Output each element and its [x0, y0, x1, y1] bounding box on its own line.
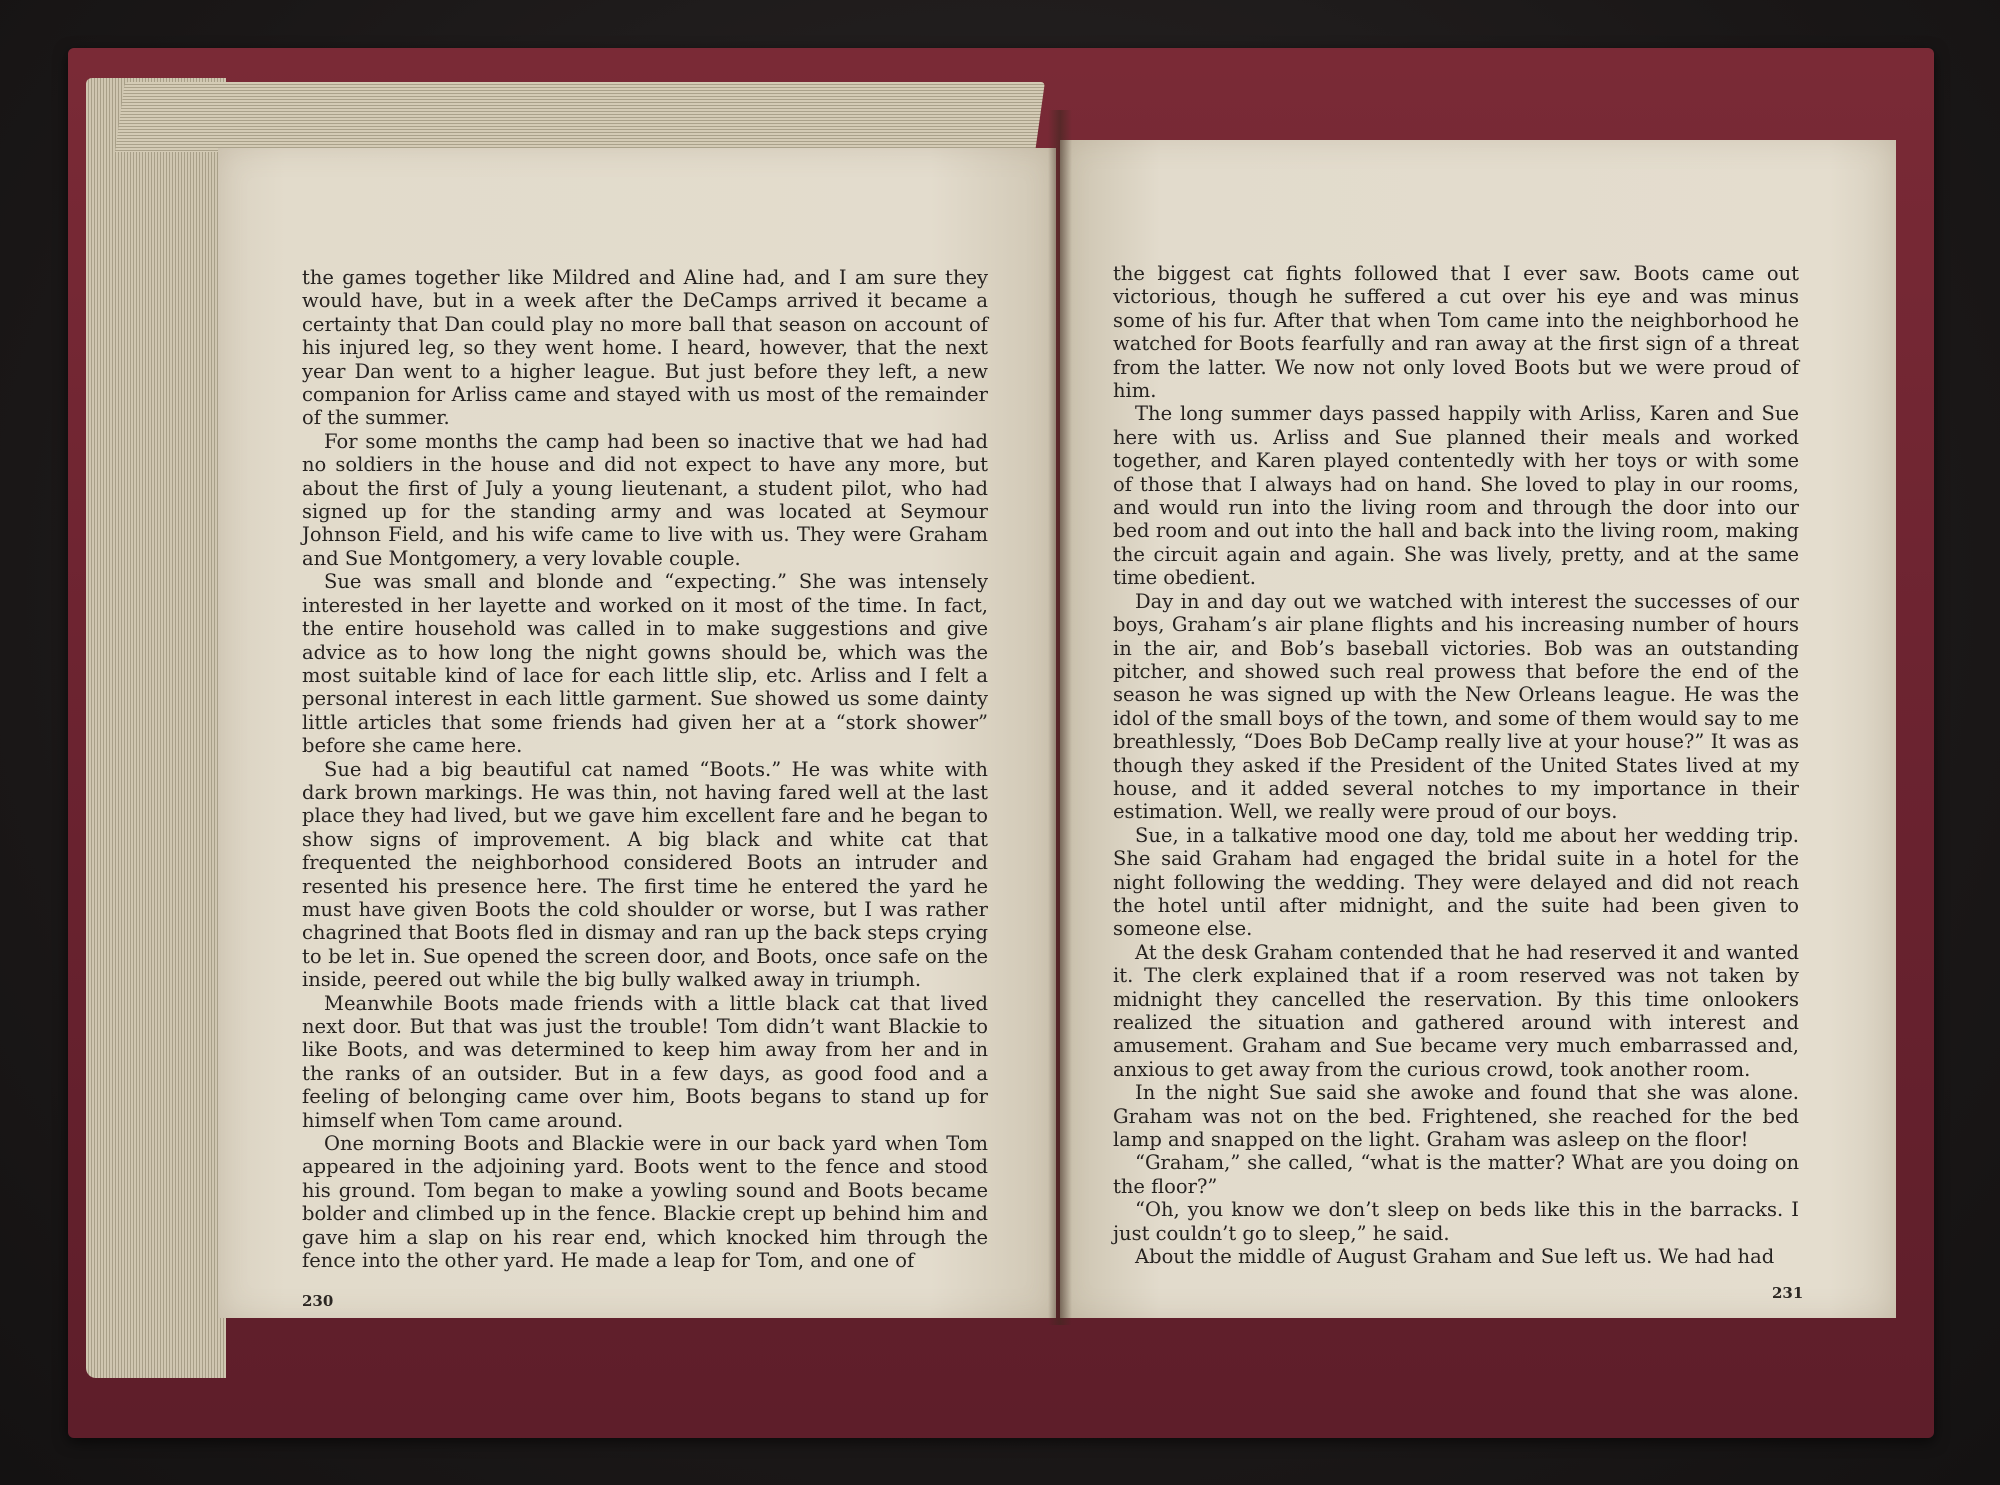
paragraph: Meanwhile Boots made friends with a little black cat that lived next door. But that was just the trouble! Tom didn’t want Blackie to like Boots, and was determined to keep him away from her and in the ranks of an outsider. But in a few days, as good food and a feeling of belonging came over him, Boots begans to stand up for himself when Tom came around. — [302, 991, 988, 1132]
page-number-left: 230 — [302, 1292, 334, 1310]
paragraph: “Oh, you know we don’t sleep on beds like this in the barracks. I just couldn’t go to sleep,” he said. — [1113, 1198, 1799, 1245]
paragraph: Sue, in a talkative mood one day, told me about her wedding trip. She said Graham had engaged the bridal suite in a hotel for the night following the wedding. They were delayed and did not reach the hotel until after midnight, and the suite had been given to someone else. — [1113, 823, 1799, 941]
right-page-text — [1113, 262, 1799, 1268]
paragraph: the games together like Mildred and Aline had, and I am sure they would have, but in a week after the DeCamps arrived it became a certainty that Dan could play no more ball that season on account of his injured leg, so they went home. I heard, however, that the next year Dan went to a higher league. But just before they left, a new companion for Arliss came and stayed with us most of the remainder of the summer. — [302, 266, 988, 430]
left-page-text — [302, 266, 988, 1272]
book-gutter — [1048, 110, 1072, 1325]
paragraph: Day in and day out we watched with interest the successes of our boys, Graham’s air plane flights and his increasing number of hours in the air, and Bob’s baseball victories. Bob was an outstanding pitcher, and showed such real prowess that before the end of the season he was signed up with the New Orleans league. He was the idol of the small boys of the town, and some of them would say to me breathlessly, “Does Bob DeCamp really live at your house?” It was as though they asked if the President of the United States lived at my house, and it added several notches to my importance in their estimation. Well, we really were proud of our boys. — [1113, 589, 1799, 824]
paragraph: At the desk Graham contended that he had reserved it and wanted it. The clerk explained that if a room reserved was not taken by midnight they cancelled the reservation. By this time onlookers realized the situation and gathered around with interest and amusement. Graham and Sue became very much embarrassed and, anxious to get away from the curious crowd, took another room. — [1113, 940, 1799, 1081]
paragraph: the biggest cat fights followed that I ever saw. Boots came out victorious, though he suffered a cut over his eye and was minus some of his fur. After that when Tom came into the neighborhood he watched for Boots fearfully and ran away at the first sign of a threat from the latter. We now not only loved Boots but we were proud of him. — [1113, 262, 1799, 403]
page-edges-side — [86, 78, 226, 1378]
paragraph: The long summer days passed happily with Arliss, Karen and Sue here with us. Arliss and Sue planned their meals and worked together, and Karen played contentedly with her toys or with some of those that I always had on hand. She loved to play in our rooms, and would run into the living room and through the door into our bed room and out into the hall and back into the living room, making the circuit again and again. She was lively, pretty, and at the same time obedient. — [1113, 402, 1799, 590]
paragraph: About the middle of August Graham and Sue left us. We had had — [1135, 1245, 1775, 1269]
page-number-right: 231 — [1772, 1284, 1804, 1302]
paragraph: One morning Boots and Blackie were in our back yard when Tom appeared in the adjoining yard. Boots went to the fence and stood his ground. Tom began to make a yowling sound and Boots became bolder and climbed up in the fence. Blackie crept up behind him and gave him a slap on his rear end, which knocked him through the fence into the other yard. He made a leap for Tom, and one of — [302, 1132, 988, 1273]
paragraph: For some months the camp had been so inactive that we had had no soldiers in the house and did not expect to have any more, but about the first of July a young lieutenant, a student pilot, who had signed up for the standing army and was located at Seymour Johnson Field, and his wife came to live with us. They were Graham and Sue Montgomery, a very lovable couple. — [302, 429, 988, 570]
page-edges-top — [115, 82, 1045, 152]
paragraph: Sue had a big beautiful cat named “Boots.” He was white with dark brown markings. He was thin, not having fared well at the last place they had lived, but we gave him excellent fare and he began to show signs of improvement. A big black and white cat that frequented the neighborhood considered Boots an intruder and resented his presence here. The first time he entered the yard he must have given Boots the cold shoulder or worse, but I was rather chagrined that Boots fled in dismay and ran up the back steps crying to be let in. Sue opened the screen door, and Boots, once safe on the inside, peered out while the big bully walked away in triumph. — [302, 757, 988, 992]
paragraph: “Graham,” she called, “what is the matter? What are you doing on the floor?” — [1113, 1151, 1799, 1198]
paragraph: Sue was small and blonde and “expecting.” She was intensely interested in her layette and worked on it most of the time. In fact, the entire household was called in to make suggestions and give advice as to how long the night gowns should be, which was the most suitable kind of lace for each little slip, etc. Arliss and I felt a personal interest in each little garment. Sue showed us some dainty little articles that some friends had given her at a “stork shower” before she came here. — [302, 570, 988, 758]
paragraph: In the night Sue said she awoke and found that she was alone. Graham was not on the bed. Frightened, she reached for the bed lamp and snapped on the light. Graham was asleep on the floor! — [1113, 1081, 1799, 1152]
